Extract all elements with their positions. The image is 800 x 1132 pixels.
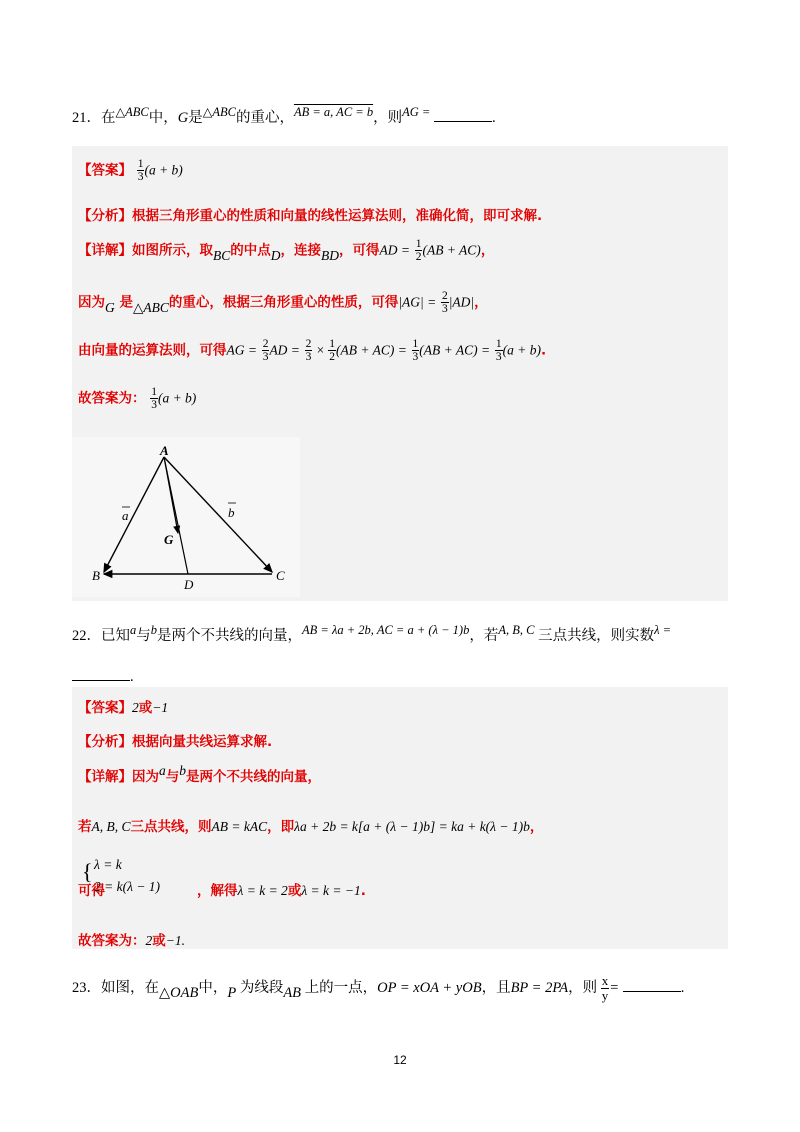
vector-condition: AB = a, AC = b bbox=[293, 105, 374, 119]
text: 因为 bbox=[132, 769, 159, 785]
lambda: λ = bbox=[654, 623, 672, 637]
text: 是两个不共线的向量， bbox=[186, 769, 321, 785]
text: ， bbox=[480, 242, 495, 259]
fraction-two-thirds: $\frac{2}{3}$ bbox=[305, 338, 312, 363]
final-answer-line bbox=[78, 929, 185, 949]
triangle-label: △ABC bbox=[132, 299, 169, 315]
vector-a: a bbox=[159, 763, 166, 778]
text: ， bbox=[529, 819, 544, 835]
text: 或 bbox=[287, 883, 302, 899]
fraction-two-thirds: $\frac{2}{3}$ bbox=[441, 290, 448, 315]
text: . bbox=[360, 883, 366, 899]
text: 与 bbox=[136, 628, 151, 644]
final-label: 故答案为： bbox=[78, 933, 146, 949]
points-abc: A, B, C bbox=[91, 819, 131, 834]
answer-value: (a + b) bbox=[144, 162, 183, 178]
vector-ratio: BP = 2PA bbox=[510, 979, 569, 996]
vector-ag-line bbox=[164, 457, 178, 533]
final-label: 故答案为： bbox=[78, 390, 146, 407]
text: 是 bbox=[119, 294, 133, 311]
vector-a: a bbox=[130, 623, 137, 637]
vector-condition: AB = λa + 2b, AC = a + (λ − 1)b bbox=[302, 623, 470, 637]
fraction-one-third: $\frac{1}{3}$ bbox=[151, 386, 157, 411]
fraction-one-half: $\frac{1}{2}$ bbox=[329, 338, 335, 363]
vector-sum: (AB + AC) bbox=[422, 242, 481, 258]
text: = bbox=[609, 979, 620, 996]
label-a-point: A bbox=[160, 443, 169, 458]
answer-value: 2 bbox=[132, 700, 139, 715]
text: 中， bbox=[198, 979, 228, 996]
answer-line bbox=[78, 158, 183, 183]
label-d-point: D bbox=[184, 577, 194, 592]
text: 的中点 bbox=[230, 242, 271, 259]
text: ，连接 bbox=[280, 242, 322, 259]
question-number: 22．已知 bbox=[72, 628, 130, 644]
text: 三点共线，则实数 bbox=[538, 628, 655, 644]
segment-bd: BD bbox=[321, 247, 340, 263]
text: 中， bbox=[148, 110, 178, 126]
fraction-one-third: $\frac{1}{3}$ bbox=[412, 338, 419, 363]
triangle-figure bbox=[72, 437, 300, 597]
system-eq-1: λ = k bbox=[94, 857, 122, 872]
vector-a-line bbox=[104, 457, 164, 572]
answer-tag: 【答案】 bbox=[78, 162, 132, 179]
triangle-diagram bbox=[72, 437, 300, 597]
detail-line-3 bbox=[78, 879, 366, 899]
fraction-one-third: $\frac{1}{3}$ bbox=[137, 158, 144, 183]
solution-1: λ = k = 2 bbox=[237, 883, 288, 898]
triangle-label: △ABC bbox=[115, 105, 149, 119]
text: 如图所示，取 bbox=[132, 242, 213, 259]
label-vector-a: a bbox=[122, 508, 129, 523]
vector-ad: AD = bbox=[269, 342, 300, 358]
text: ，可得 bbox=[339, 242, 380, 259]
detail-tag: 【详解】 bbox=[78, 769, 132, 785]
answer-box-22: 【答案】2或−1 【分析】根据向量共线运算求解. 【详解】因为a与b是两个不共线的向量， 若A, B, C三点共线，则AB = kAC，即λa + 2b = k[a + (λ − 1)b] = ka + k(λ − 1)b， { λ = k 2 = k(λ − 1) 可得 ，解得λ = k = 2或λ = k = −1. 故答案为：2或−1. bbox=[72, 687, 728, 949]
detail-line-2 bbox=[78, 815, 543, 835]
text: ， bbox=[474, 294, 488, 311]
answer-blank bbox=[434, 109, 492, 122]
vector-ag: AG = bbox=[402, 105, 431, 119]
answer-tag: 【答案】 bbox=[78, 700, 132, 716]
answer-line bbox=[78, 696, 168, 716]
text: 或 bbox=[138, 700, 153, 716]
vector-condition: OP = xOA + yOB bbox=[377, 979, 482, 996]
text: 或 bbox=[152, 933, 166, 949]
text: . bbox=[491, 110, 496, 126]
triangle-label: △ABC bbox=[202, 105, 236, 119]
text: ，若 bbox=[469, 628, 499, 644]
label-g-point: G bbox=[164, 532, 174, 547]
text: 是 bbox=[188, 110, 203, 126]
page-number: 12 bbox=[393, 1053, 407, 1067]
text: 上的一点， bbox=[304, 979, 378, 996]
vector-expr: (a + b) bbox=[502, 342, 541, 358]
answer-blank bbox=[623, 979, 681, 992]
final-value: 2 bbox=[145, 933, 153, 948]
fraction-two-thirds: $\frac{2}{3}$ bbox=[262, 338, 269, 363]
detail-line-2 bbox=[78, 290, 488, 315]
point-d: D bbox=[270, 247, 281, 263]
analysis-text: 根据三角形重心的性质和向量的线性运算法则，准确化简，即可求解. bbox=[132, 208, 543, 224]
abs-ag: |AG| = bbox=[398, 294, 437, 310]
segment-bc: BC bbox=[213, 247, 231, 263]
question-22-blank bbox=[72, 668, 134, 686]
text: 为线段 bbox=[239, 979, 284, 996]
text: ，且 bbox=[481, 979, 511, 996]
text: 若 bbox=[78, 819, 92, 835]
detail-line-1 bbox=[78, 765, 321, 785]
text: 的重心，根据三角形重心的性质，可得 bbox=[168, 294, 399, 311]
final-value: −1. bbox=[165, 933, 185, 948]
vector-ad: AD = bbox=[379, 242, 410, 258]
text: ，则 bbox=[568, 979, 598, 996]
answer-value: −1 bbox=[152, 700, 169, 715]
final-value: (a + b) bbox=[157, 390, 197, 406]
analysis-tag: 【分析】 bbox=[78, 208, 132, 224]
point-g: G bbox=[177, 110, 189, 126]
detail-tag: 【详解】 bbox=[78, 242, 132, 259]
analysis-text: 根据向量共线运算求解. bbox=[132, 734, 273, 750]
fraction-x-over-y: $\frac{x}{y}$ bbox=[601, 973, 609, 1003]
fraction-one-half: $\frac{1}{2}$ bbox=[415, 238, 422, 263]
vector-b-line bbox=[164, 457, 272, 572]
question-23 bbox=[72, 974, 684, 1003]
detail-line-3: 由向量的运算法则，可得AG = $\frac{2}{3}$ AD = $\frac{2}{3}$ × $\frac{1}{2}$ (AB + AC) = $\frac{1}{3}$ (AB + AC) = $\frac{1}{3}$ (a + b). bbox=[78, 338, 547, 363]
vector-expr: (AB + AC) = bbox=[336, 342, 407, 358]
text: ，即 bbox=[267, 819, 295, 835]
text: 因为 bbox=[78, 294, 105, 311]
solution-2: λ = k = −1 bbox=[301, 883, 361, 898]
text: . bbox=[540, 342, 547, 359]
point-g: G bbox=[105, 299, 115, 315]
point-p: P bbox=[227, 984, 237, 1001]
answer-blank bbox=[72, 668, 130, 681]
fraction-one-third: $\frac{1}{3}$ bbox=[495, 338, 502, 363]
text: . bbox=[130, 669, 134, 685]
text: 是两个不共线的向量， bbox=[157, 628, 302, 644]
analysis-line bbox=[78, 730, 272, 750]
points-abc: A, B, C bbox=[498, 623, 535, 637]
text: 与 bbox=[165, 769, 180, 785]
question-number: 21．在 bbox=[72, 110, 116, 126]
final-answer-line bbox=[78, 386, 196, 411]
vector-b: b bbox=[179, 763, 186, 778]
vector-equation: λa + 2b = k[a + (λ − 1)b] = ka + k(λ − 1)b bbox=[294, 819, 530, 834]
vector-ag: AG = bbox=[226, 342, 257, 358]
abs-ad: |AD| bbox=[448, 294, 475, 310]
text: 三点共线，则 bbox=[130, 819, 212, 835]
segment-ab: AB bbox=[283, 984, 302, 1001]
analysis-tag: 【分析】 bbox=[78, 734, 132, 750]
text: ，则 bbox=[373, 110, 403, 126]
question-number: 23．如图，在 bbox=[72, 979, 159, 996]
text: ，解得 bbox=[197, 883, 238, 899]
label-b-point: B bbox=[92, 568, 100, 583]
collinear-condition: AB = kAC bbox=[211, 819, 268, 834]
text: 由向量的运算法则，可得 bbox=[78, 342, 227, 359]
detail-line-1 bbox=[78, 238, 494, 263]
label-c-point: C bbox=[276, 568, 285, 583]
question-21 bbox=[72, 106, 496, 127]
triangle-label: △OAB bbox=[159, 984, 199, 1001]
text: 可得 bbox=[78, 883, 105, 899]
text: 的重心， bbox=[235, 110, 294, 126]
vector-b: b bbox=[150, 623, 157, 637]
system-eq-2: 2 = k(λ − 1) bbox=[94, 879, 161, 894]
label-vector-b: b bbox=[228, 505, 235, 520]
vector-expr: (AB + AC) = bbox=[419, 342, 491, 358]
question-22 bbox=[72, 624, 671, 645]
analysis-line bbox=[78, 204, 542, 224]
text: . bbox=[680, 979, 685, 996]
